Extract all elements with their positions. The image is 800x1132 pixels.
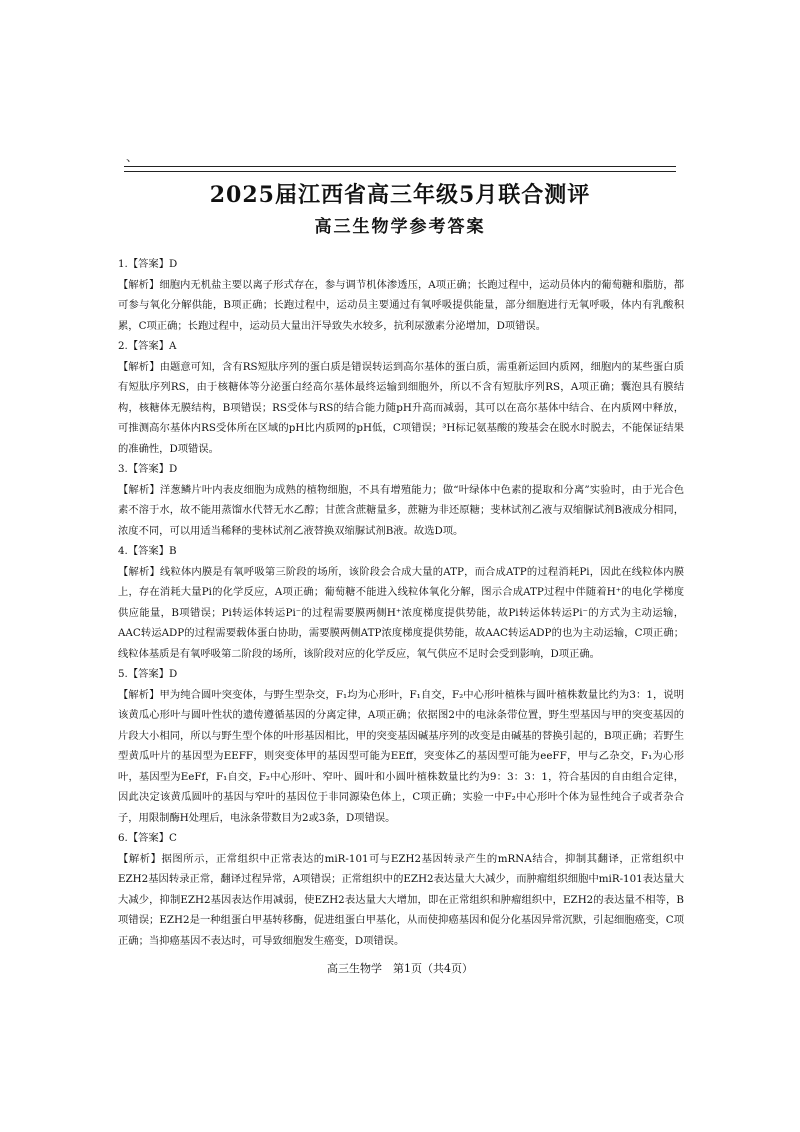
answer-line: 3.【答案】D	[118, 463, 178, 475]
question-5	[118, 664, 684, 828]
answer-list	[118, 254, 684, 951]
answer-line: 2.【答案】A	[118, 340, 177, 352]
question-4	[118, 541, 684, 664]
corner-mark: 、	[126, 150, 139, 164]
exam-title: 2025届江西省高三年级5月联合测评	[209, 182, 591, 208]
question-2	[118, 336, 684, 459]
explanation-text: 【解析】由题意可知，含有RS短肽序列的蛋白质是错误转运到高尔基体的蛋白质，需重新运回内质网，细胞内的某些蛋白质有短肽序列RS，由于核糖体等分泌蛋白经高尔基体最终运输到细胞外，所以不含有短肽序列RS，A项正确；囊泡具有膜结构，核糖体无膜结构，B项错误；RS受体与RS的结合能力随pH升高而减弱，其可以在高尔基体中结合、在内质网中释放，可推测高尔基体内RS受体所在区域的pH比内质网的pH低，C项错误；³H标记氨基酸的羧基会在脱水时脱去，不能保证结果的准确性，D项错误。	[118, 360, 684, 455]
page-footer: 高三生物学 第1页（共4页）	[327, 962, 473, 975]
question-3	[118, 459, 684, 541]
explanation-text: 【解析】细胞内无机盐主要以离子形式存在，参与调节机体渗透压，A项正确；长跑过程中，运动员体内的葡萄糖和脂肪，都可参与氧化分解供能，B项正确；长跑过程中，运动员主要通过有氧呼吸提供能量，部分细胞进行无氧呼吸，体内有乳酸积累，C项正确；长跑过程中，运动员大量出汗导致失水较多，抗利尿激素分泌增加，D项错误。	[118, 278, 684, 332]
explanation-text: 【解析】甲为纯合圆叶突变体，与野生型杂交，F₁均为心形叶，F₁自交，F₂中心形叶植株与圆叶植株数量比约为3：1，说明该黄瓜心形叶与圆叶性状的遗传遵循基因的分离定律，A项正确；依据图2中的电泳条带位置，野生型基因与甲的突变基因的片段大小相同，所以与野生型个体的叶形基因相比，甲的突变基因碱基序列的改变是由碱基的替换引起的，B项正确；若野生型黄瓜叶片的基因型为EEFF，则突变体甲的基因型可能为EEff，突变体乙的基因型可能为eeFF，甲与乙杂交，F₁为心形叶，基因型为EeFf，F₁自交，F₂中心形叶、窄叶、圆叶和小圆叶植株数量比约为9：3：3：1，符合基因的自由组合定律，因此决定该黄瓜圆叶的基因与窄叶的基因位于非同源染色体上，C项正确；实验一中F₂中心形叶个体为显性纯合子或者杂合子，用限制酶H处理后，电泳条带数目为2或3条，D项错误。	[118, 688, 684, 824]
answer-line: 5.【答案】D	[118, 668, 178, 680]
question-6	[118, 828, 684, 951]
header-rule-thin	[124, 171, 676, 172]
answer-line: 6.【答案】C	[118, 832, 177, 844]
explanation-text: 【解析】线粒体内膜是有氧呼吸第三阶段的场所，该阶段会合成大量的ATP，而合成ATP的过程消耗Pi，因此在线粒体内膜上，存在消耗大量Pi的化学反应，A项正确；葡萄糖不能进入线粒体氧化分解，图示合成ATP过程中伴随着H⁺的电化学梯度供应能量，B项错误；Pi转运体转运Pi⁻的过程需要膜两侧H⁺浓度梯度提供势能，故Pi转运体转运Pi⁻的方式为主动运输，AAC转运ADP的过程需要载体蛋白协助，需要膜两侧ATP浓度梯度提供势能，故AAC转运ADP的也为主动运输，C项正确；线粒体基质是有氧呼吸第二阶段的场所，该阶段对应的化学反应，氧气供应不足时会受到影响，D项正确。	[118, 565, 684, 660]
explanation-text: 【解析】据图所示，正常组织中正常表达的miR-101可与EZH2基因转录产生的mRNA结合，抑制其翻译，正常组织中EZH2基因转录正常，翻译过程异常，A项错误；正常组织中的EZH2表达量大大减少，而肿瘤组织细胞中miR-101表达量大大减少，抑制EZH2基因表达作用减弱，使EZH2表达量大大增加，即在正常组织和肿瘤组织中，EZH2的表达量不相等，B项错误；EZH2是一种组蛋白甲基转移酶，促进组蛋白甲基化，从而使抑癌基因和促分化基因异常沉默，引起细胞癌变，C项正确；当抑癌基因不表达时，可导致细胞发生癌变，D项错误。	[118, 852, 684, 947]
question-1	[118, 254, 684, 336]
answer-line: 4.【答案】B	[118, 545, 177, 557]
answer-line: 1.【答案】D	[118, 258, 178, 270]
answer-key-subtitle: 高三生物学参考答案	[314, 217, 486, 237]
explanation-text: 【解析】洋葱鳞片叶内表皮细胞为成熟的植物细胞，不具有增殖能力；做“叶绿体中色素的提取和分离”实验时，由于光合色素不溶于水，故不能用蒸馏水代替无水乙醇；甘蔗含蔗糖量多，蔗糖为非还原糖；斐林试剂乙液与双缩脲试剂B液成分相同，浓度不同，可以用适当稀释的斐林试剂乙液替换双缩脲试剂B液。故选D项。	[118, 483, 684, 537]
header-rule-thick	[124, 166, 676, 167]
